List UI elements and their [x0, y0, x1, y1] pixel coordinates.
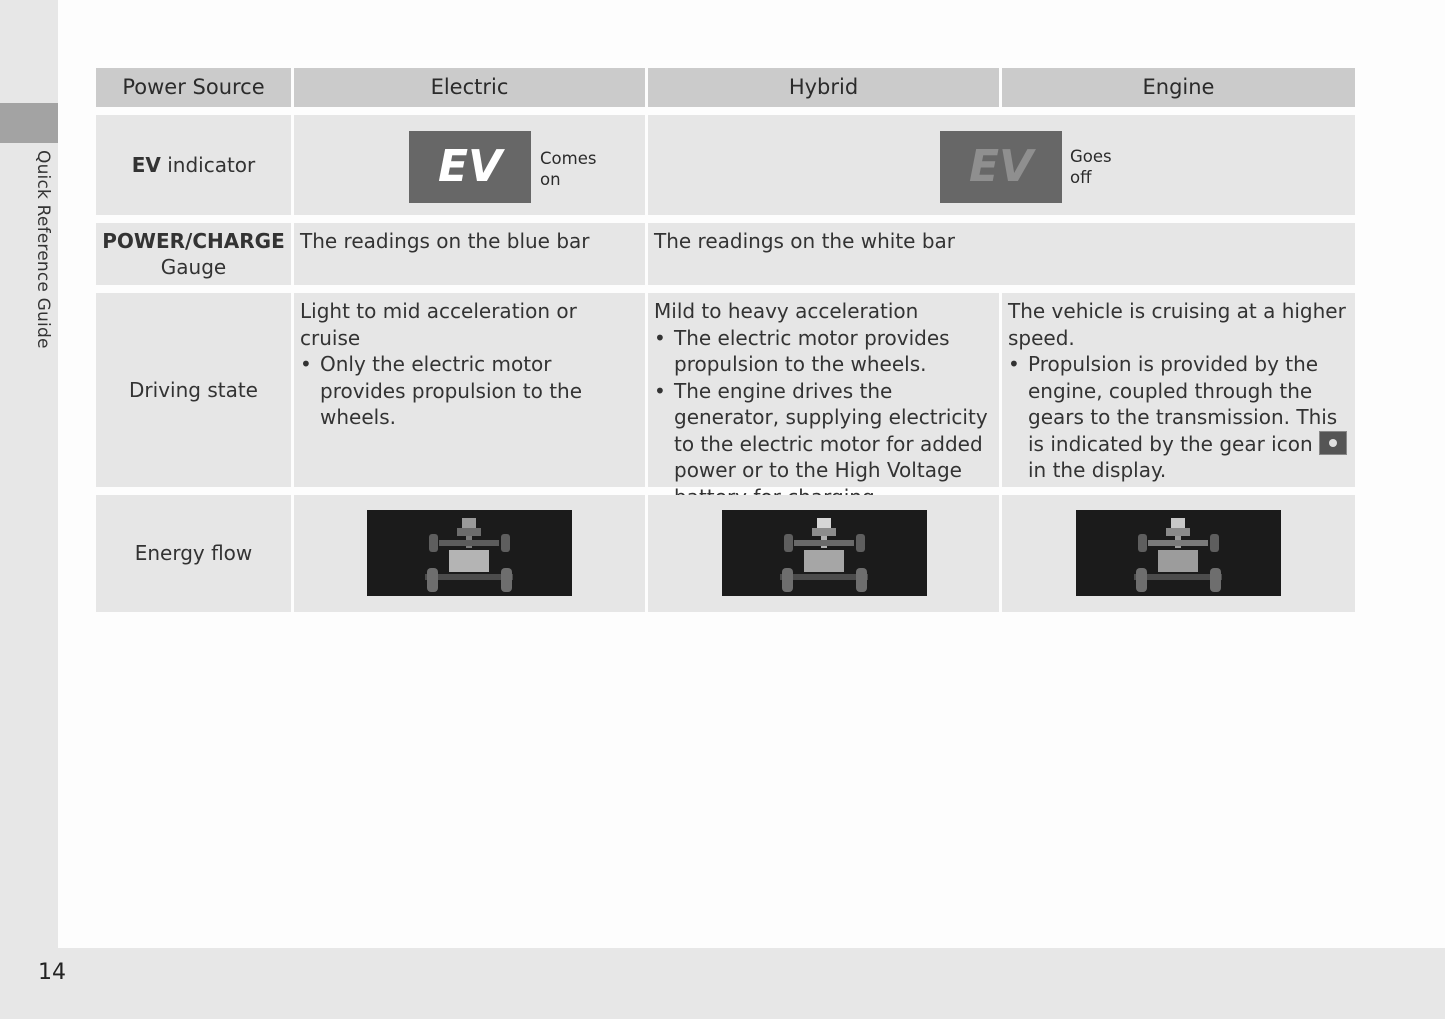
- header-electric: Electric: [294, 68, 645, 107]
- header-engine: Engine: [1002, 68, 1355, 107]
- driving-engine-cell: [1002, 293, 1355, 487]
- driving-state-label: Driving state: [96, 293, 291, 487]
- side-section-label: Quick Reference Guide: [33, 150, 53, 349]
- driving-hybrid-intro: Mild to heavy acceleration: [654, 299, 919, 323]
- energy-flow-label: Energy flow: [96, 495, 291, 612]
- driving-hybrid-cell: [648, 293, 999, 487]
- power-charge-label: [96, 223, 291, 285]
- ev-off-status: [1070, 146, 1112, 188]
- ev-off-status-line2: off: [1070, 168, 1092, 187]
- section-tab: [0, 103, 58, 143]
- ev-off-status-line1: Goes: [1070, 147, 1112, 166]
- list-item: • Propulsion is provided by the engine, coupled through the gears to the transmission. This is indicated by the gear icon in the display.: [1008, 351, 1349, 484]
- ev-indicator-on-icon: [409, 131, 531, 203]
- energy-flow-hybrid-image: [722, 510, 927, 596]
- energy-flow-electric-image: [367, 510, 572, 596]
- power-charge-label-bold: POWER/CHARGE: [102, 228, 285, 253]
- ev-label-rest: indicator: [160, 152, 256, 177]
- gauge-electric-cell: The readings on the blue bar: [294, 223, 645, 285]
- gauge-hybrid-engine-cell: The readings on the white bar: [648, 223, 1355, 285]
- ev-on-status-line1: Comes: [540, 149, 597, 168]
- footer-band: [58, 948, 1445, 1019]
- ev-indicator-label: [96, 115, 291, 215]
- page-number: 14: [38, 960, 66, 985]
- gear-icon: [1319, 431, 1347, 455]
- list-item: • Only the electric motor provides propulsion to the wheels.: [300, 352, 583, 429]
- power-charge-label-gauge: Gauge: [160, 255, 227, 279]
- ev-indicator-off-icon: [940, 131, 1062, 203]
- ev-on-glyph: EV: [437, 141, 503, 192]
- ev-on-status: [540, 148, 596, 190]
- ev-off-glyph: EV: [968, 141, 1034, 192]
- list-item: • The electric motor provides propulsion to the wheels.: [654, 325, 950, 376]
- header-hybrid: Hybrid: [648, 68, 999, 107]
- driving-electric-intro: Light to mid acceleration or cruise: [300, 299, 577, 350]
- list-item: • The engine drives the generator, supplying electricity to the electric motor for added power or to the High Voltage: [654, 378, 988, 482]
- driving-electric-cell: [294, 293, 645, 487]
- ev-on-status-line2: on: [540, 170, 561, 189]
- ev-label-bold: EV: [131, 152, 161, 177]
- header-power-source: Power Source: [96, 68, 291, 107]
- driving-engine-intro: The vehicle is cruising at a higher speed.: [1008, 299, 1346, 350]
- energy-flow-engine-image: [1076, 510, 1281, 596]
